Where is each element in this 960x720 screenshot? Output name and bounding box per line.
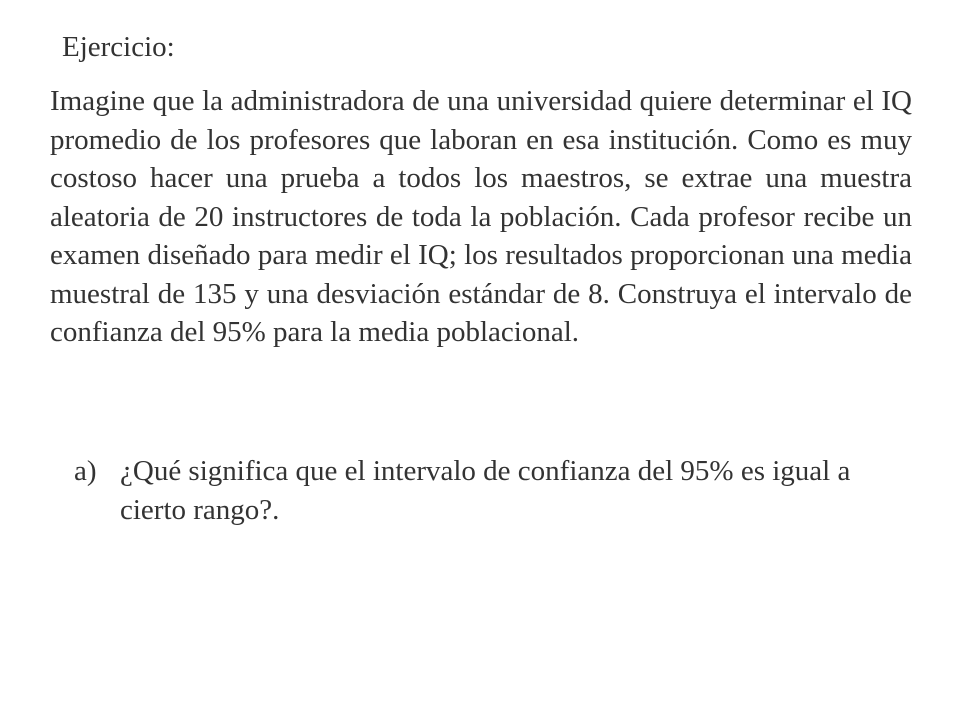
problem-statement: Imagine que la administradora de una universidad quiere determinar el IQ promedio de los profesores que laboran en esa institución. Como es muy costoso hacer una prueba a todos los maestros, se extrae una muestra aleatoria de 20 instructores de toda la población. Cada profesor recibe un examen diseñado para medir el IQ; los resultados proporcionan una media muestral de 135 y una desviación estándar de 8. Construya el intervalo de confianza del 95% para la media poblacional. bbox=[50, 85, 912, 348]
slide-title: Ejercicio: bbox=[62, 31, 175, 63]
question-text: ¿Qué significa que el intervalo de confianza del 95% es igual a cierto rango?. bbox=[120, 455, 851, 526]
question-marker: a) bbox=[74, 455, 97, 487]
question-item-a bbox=[74, 452, 914, 529]
